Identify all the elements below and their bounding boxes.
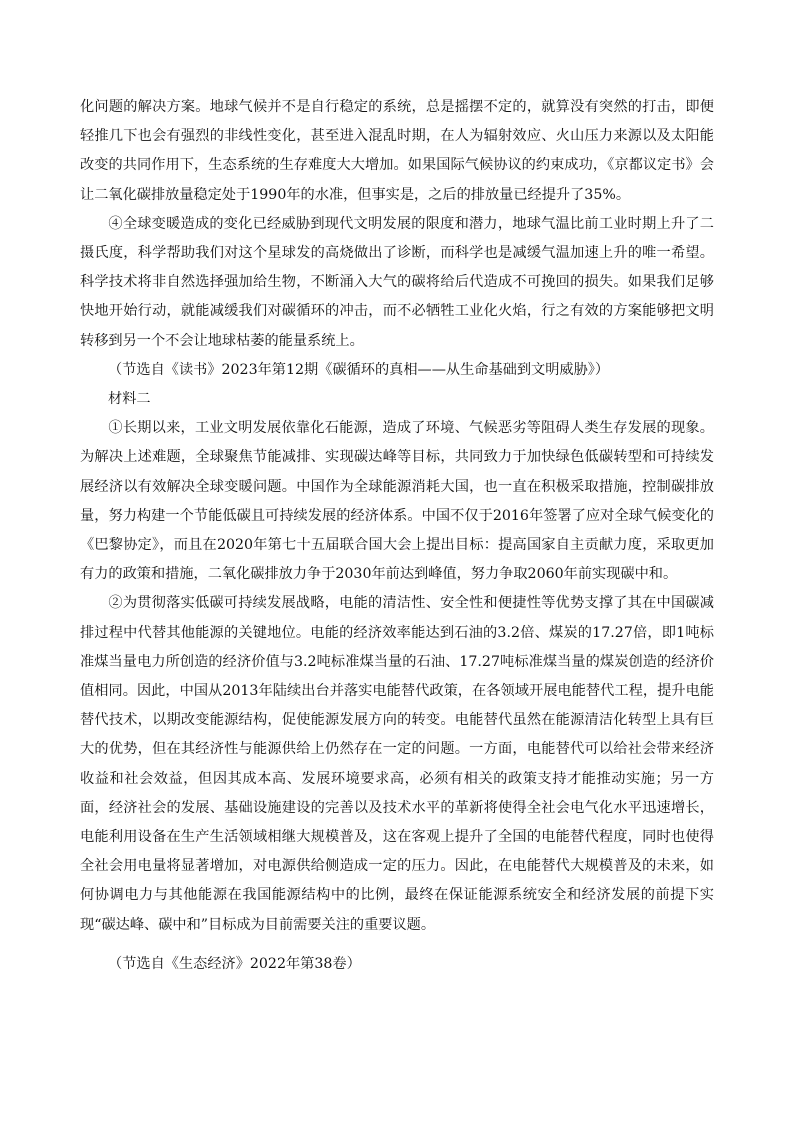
material-2-label: 材料二 (108, 391, 151, 408)
paragraph-continuation: 化问题的解决方案。地球气候并不是自行稳定的系统，总是摇摆不定的，就算没有突然的打击，即便轻推几下也会有强烈的非线性变化，甚至进入混乱时期，在人为辐射效应、火山压力来源以及太阳能改变的共同作用下，生态系统的生存难度大大增加。如果国际气候协议的约束成功，《京都议定书》会让二氧化碳排放量稳定处于1990年的水准，但事实是，之后的排放量已经提升了35%。 (80, 99, 714, 203)
source-citation-2: （节选自《生态经济》2022年第38卷） (108, 955, 361, 972)
paragraph-2-material-2: ②为贯彻落实低碳可持续发展战略，电能的清洁性、安全性和便捷性等优势支撑了其在中国碳减排过程中代替其他能源的关键地位。电能的经济效率能达到石油的3.2倍、煤炭的17.27倍，即1吨标准煤当量电力所创造的经济价值与3.2吨标准煤当量的石油、17.27吨标准煤当量的煤炭创造的经济价值相同。因此，中国从2013年陆续出台并落实电能替代政策，在各领域开展电能替代工程，提升电能替代技术，以期改变能源结构，促使能源发展方向的转变。电能替代虽然在能源清洁化转型上具有巨大的优势，但在其经济性与能源供给上仍然存在一定的问题。一方面，电能替代可以给社会带来经济收益和社会效益，但因其成本高、发展环境要求高，必须有相关的政策支持才能推动实施；另一方面，经济社会的发展、基础设施建设的完善以及技术水平的革新将使得全社会电气化水平迅速增长，电能利用设备在生产生活领域相继大规模普及，这在客观上提升了全国的电能替代程度，同时也使得全社会用电量将显著增加，对电源供给侧造成一定的压力。因此，在电能替代大规模普及的未来，如何协调电力与其他能源在我国能源结构中的比例，最终在保证能源系统安全和经济发展的前提下实现“碳达峰、碳中和”目标成为目前需要关注的重要议题。 (80, 595, 714, 933)
paragraph-4: ④全球变暖造成的变化已经威胁到现代文明发展的限度和潜力，地球气温比前工业时期上升了二摄氏度，科学帮助我们对这个星球发的高烧做出了诊断，而科学也是减缓气温加速上升的唯一希望。科学技术将非自然选择强加给生物，不断涌入大气的碳将给后代造成不可挽回的损失。如果我们足够快地开始行动，就能减缓我们对碳循环的冲击，而不必牺牲工业化火焰，行之有效的方案能够把文明转移到另一个不会让地球枯萎的能量系统上。 (80, 215, 714, 349)
document-page (80, 93, 714, 979)
source-citation-1: （节选自《读书》2023年第12期《碳循环的真相——从生命基础到文明威胁》） (108, 361, 610, 378)
paragraph-1-material-2: ①长期以来，工业文明发展依靠化石能源，造成了环境、气候恶劣等阻碍人类生存发展的现象。为解决上述难题，全球聚焦节能减排、实现碳达峰等目标，共同致力于加快绿色低碳转型和可持续发展经济以有效解决全球变暖问题。中国作为全球能源消耗大国，也一直在积极采取措施，控制碳排放量，努力构建一个节能低碳且可持续发展的经济体系。中国不仅于2016年签署了应对全球气候变化的《巴黎协定》，而且在2020年第七十五届联合国大会上提出目标：提高国家自主贡献力度，采取更加有力的政策和措施，二氧化碳排放力争于2030年前达到峰值，努力争取2060年前实现碳中和。 (80, 420, 714, 583)
spacer (80, 940, 714, 950)
